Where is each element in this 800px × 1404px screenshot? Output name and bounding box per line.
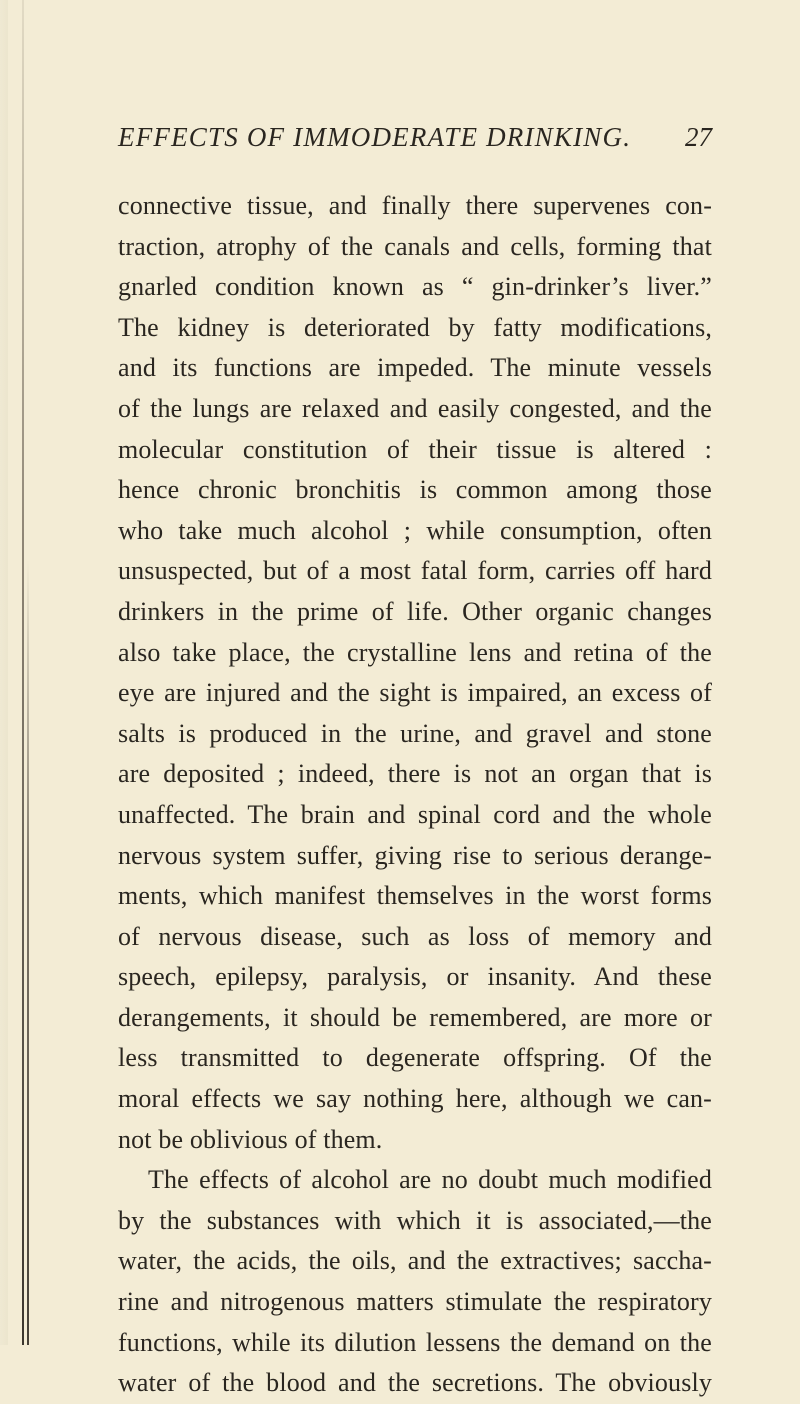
text-line: not be oblivious of them.	[118, 1124, 383, 1154]
body-text	[118, 186, 712, 1404]
running-head	[118, 122, 718, 162]
text-line: eye are injured and the sight is impaired, an excess of	[118, 678, 712, 708]
text-line: molecular constitution of their tissue is altered :	[118, 434, 712, 464]
text-line: nervous system suffer, giving rise to serious derange-	[118, 840, 712, 870]
text-line: of the lungs are relaxed and easily congested, and the	[118, 393, 712, 423]
page-gutter	[0, 0, 8, 1345]
text-line: by the substances with which it is associated,—the	[118, 1205, 712, 1235]
text-line: moral effects we say nothing here, although we can-	[118, 1084, 712, 1114]
text-line: are deposited ; indeed, there is not an organ that is	[118, 759, 712, 789]
text-line: and its functions are impeded. The minute vessels	[118, 353, 712, 383]
binding-edge-line	[22, 0, 24, 1345]
text-line: of nervous disease, such as loss of memory and	[118, 921, 712, 951]
text-line: water of the blood and the secretions. The obviously	[118, 1368, 712, 1398]
text-line: unaffected. The brain and spinal cord and the whole	[118, 799, 712, 829]
binding-edge-line-inner	[27, 560, 29, 1345]
text-line: water, the acids, the oils, and the extractives; saccha-	[118, 1246, 712, 1276]
text-line: gnarled condition known as “ gin-drinker’s liver.”	[118, 272, 712, 302]
text-line: rine and nitrogenous matters stimulate the respiratory	[118, 1287, 712, 1317]
text-line: traction, atrophy of the canals and cells, forming that	[118, 231, 712, 261]
text-line: The kidney is deteriorated by fatty modifications,	[118, 312, 712, 342]
text-line: less transmitted to degenerate offspring. Of the	[118, 1043, 712, 1073]
text-line: speech, epilepsy, paralysis, or insanity. And these	[118, 962, 712, 992]
text-line: salts is produced in the urine, and gravel and stone	[118, 718, 712, 748]
text-line: connective tissue, and finally there supervenes con-	[118, 191, 712, 220]
text-line: The effects of alcohol are no doubt much modified	[148, 1165, 712, 1195]
running-title: EFFECTS OF IMMODERATE DRINKING.	[118, 122, 632, 152]
text-line: derangements, it should be remembered, are more or	[118, 1002, 712, 1032]
text-line: drinkers in the prime of life. Other organic changes	[118, 596, 712, 626]
text-line: also take place, the crystalline lens and retina of the	[118, 637, 712, 667]
text-line: ments, which manifest themselves in the worst forms	[118, 881, 712, 911]
text-line: functions, while its dilution lessens the demand on the	[118, 1327, 712, 1357]
page-number: 27	[685, 122, 712, 152]
text-line: unsuspected, but of a most fatal form, carries off hard	[118, 556, 712, 586]
text-line: hence chronic bronchitis is common among those	[118, 475, 712, 505]
text-line: who take much alcohol ; while consumption, often	[118, 515, 712, 545]
